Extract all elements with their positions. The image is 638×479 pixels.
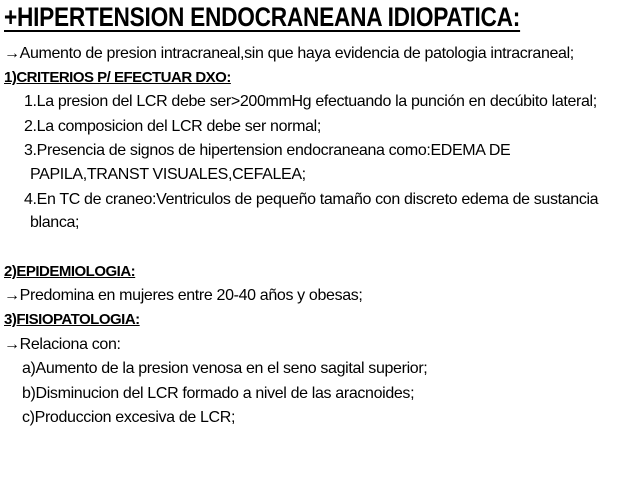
criterio-item: 2.La composicion del LCR debe ser normal; (24, 118, 321, 135)
criterios-heading: 1)CRITERIOS P/ EFECTUAR DXO: (4, 69, 231, 86)
criterio-item-continued: blanca; (30, 214, 80, 231)
slide-title: +HIPERTENSION ENDOCRANEANA IDIOPATICA: (4, 2, 521, 32)
fisiopatologia-item: a)Aumento de la presion venosa en el seno sagital superior; (22, 360, 428, 377)
fisiopatologia-item: b)Disminucion del LCR formado a nivel de las aracnoides; (22, 385, 415, 402)
criterio-item: 4.En TC de craneo:Ventriculos de pequeño tamaño con discreto edema de sustancia (24, 191, 599, 208)
fisiopatologia-item: c)Produccion excesiva de LCR; (22, 409, 236, 426)
criterio-item: 1.La presion del LCR debe ser>200mmHg efectuando la punción en decúbito lateral; (24, 93, 597, 110)
intro-text: →Aumento de presion intracraneal,sin que haya evidencia de patologia intracraneal; (4, 45, 574, 62)
fisiopatologia-heading: 3)FISIOPATOLOGIA: (4, 311, 140, 328)
criterio-item: 3.Presencia de signos de hipertension endocraneana como:EDEMA DE (24, 142, 511, 159)
fisiopatologia-item: →Relaciona con: (4, 336, 121, 353)
epidemiologia-item: →Predomina en mujeres entre 20-40 años y obesas; (4, 287, 363, 304)
epidemiologia-heading: 2)EPIDEMIOLOGIA: (4, 263, 136, 280)
criterio-item-continued: PAPILA,TRANST VISUALES,CEFALEA; (30, 166, 306, 183)
